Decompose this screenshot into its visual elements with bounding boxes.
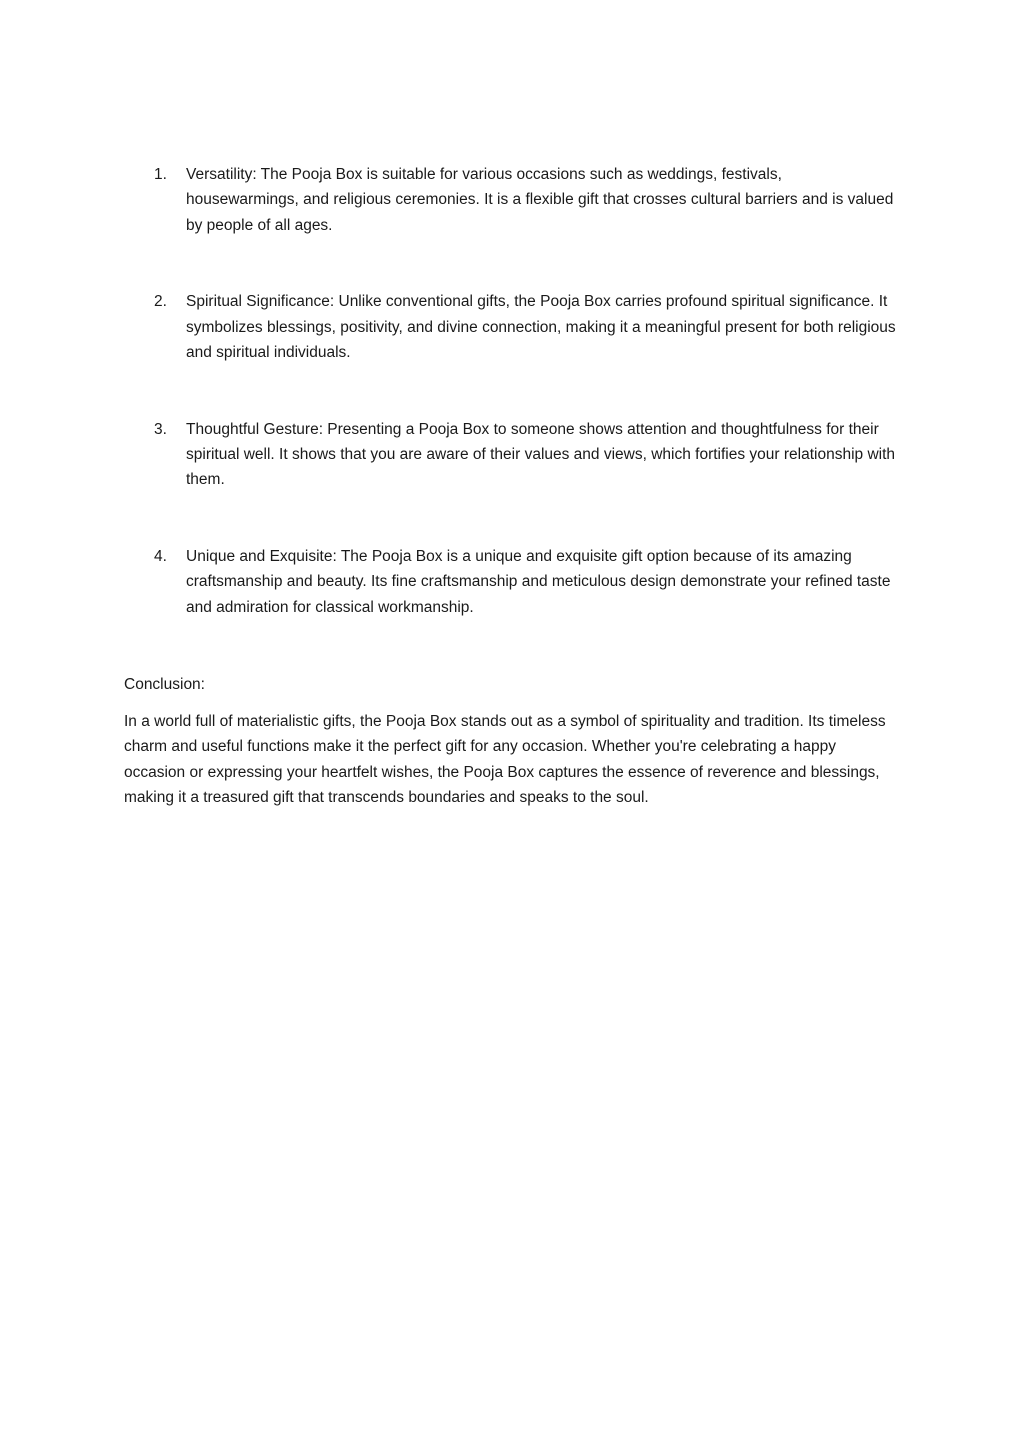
list-item-versatility	[154, 162, 899, 238]
list-item-thoughtful-gesture	[154, 417, 899, 493]
list-item-number: 1.	[154, 166, 167, 183]
list-item-text: Unique and Exquisite: The Pooja Box is a unique and exquisite gift option because of its amazing craftsmanship and beauty. Its fine craftsmanship and meticulous design demonstrate your refined taste and admiration for classical workmanship.	[186, 548, 891, 616]
list-item-spiritual-significance	[154, 289, 899, 365]
conclusion-section	[124, 672, 899, 810]
list-item-text: Versatility: The Pooja Box is suitable for various occasions such as weddings, festivals, housewarmings, and religious ceremonies. It is a flexible gift that crosses cultural barriers and is valued by people of all ages.	[186, 166, 894, 234]
benefits-list	[154, 162, 899, 620]
list-item-number: 4.	[154, 548, 167, 566]
list-item-text: Thoughtful Gesture: Presenting a Pooja Box to someone shows attention and thoughtfulness for their spiritual well. It shows that you are aware of their values and views, which fortifies your relationship with them.	[186, 420, 896, 489]
conclusion-paragraph: In a world full of materialistic gifts, the Pooja Box stands out as a symbol of spirituality and tradition. Its timeless charm and useful functions make it the perfect gift for any occasion. Whether you're celebrating a happy occasion or expressing your heartfelt wishes, the Pooja Box captures the essence of reverence and blessings, making it a treasured gift that transcends boundaries and speaks to the soul.	[124, 713, 886, 806]
list-item-number: 2.	[154, 293, 167, 311]
list-item-number: 3.	[154, 420, 167, 438]
list-item-unique-exquisite	[154, 544, 899, 620]
list-item-text: Spiritual Significance: Unlike conventional gifts, the Pooja Box carries profound spiritual significance. It symbolizes blessings, positivity, and divine connection, making it a meaningful present for both religious and spiritual individuals.	[186, 293, 896, 361]
conclusion-heading: Conclusion:	[124, 676, 205, 693]
